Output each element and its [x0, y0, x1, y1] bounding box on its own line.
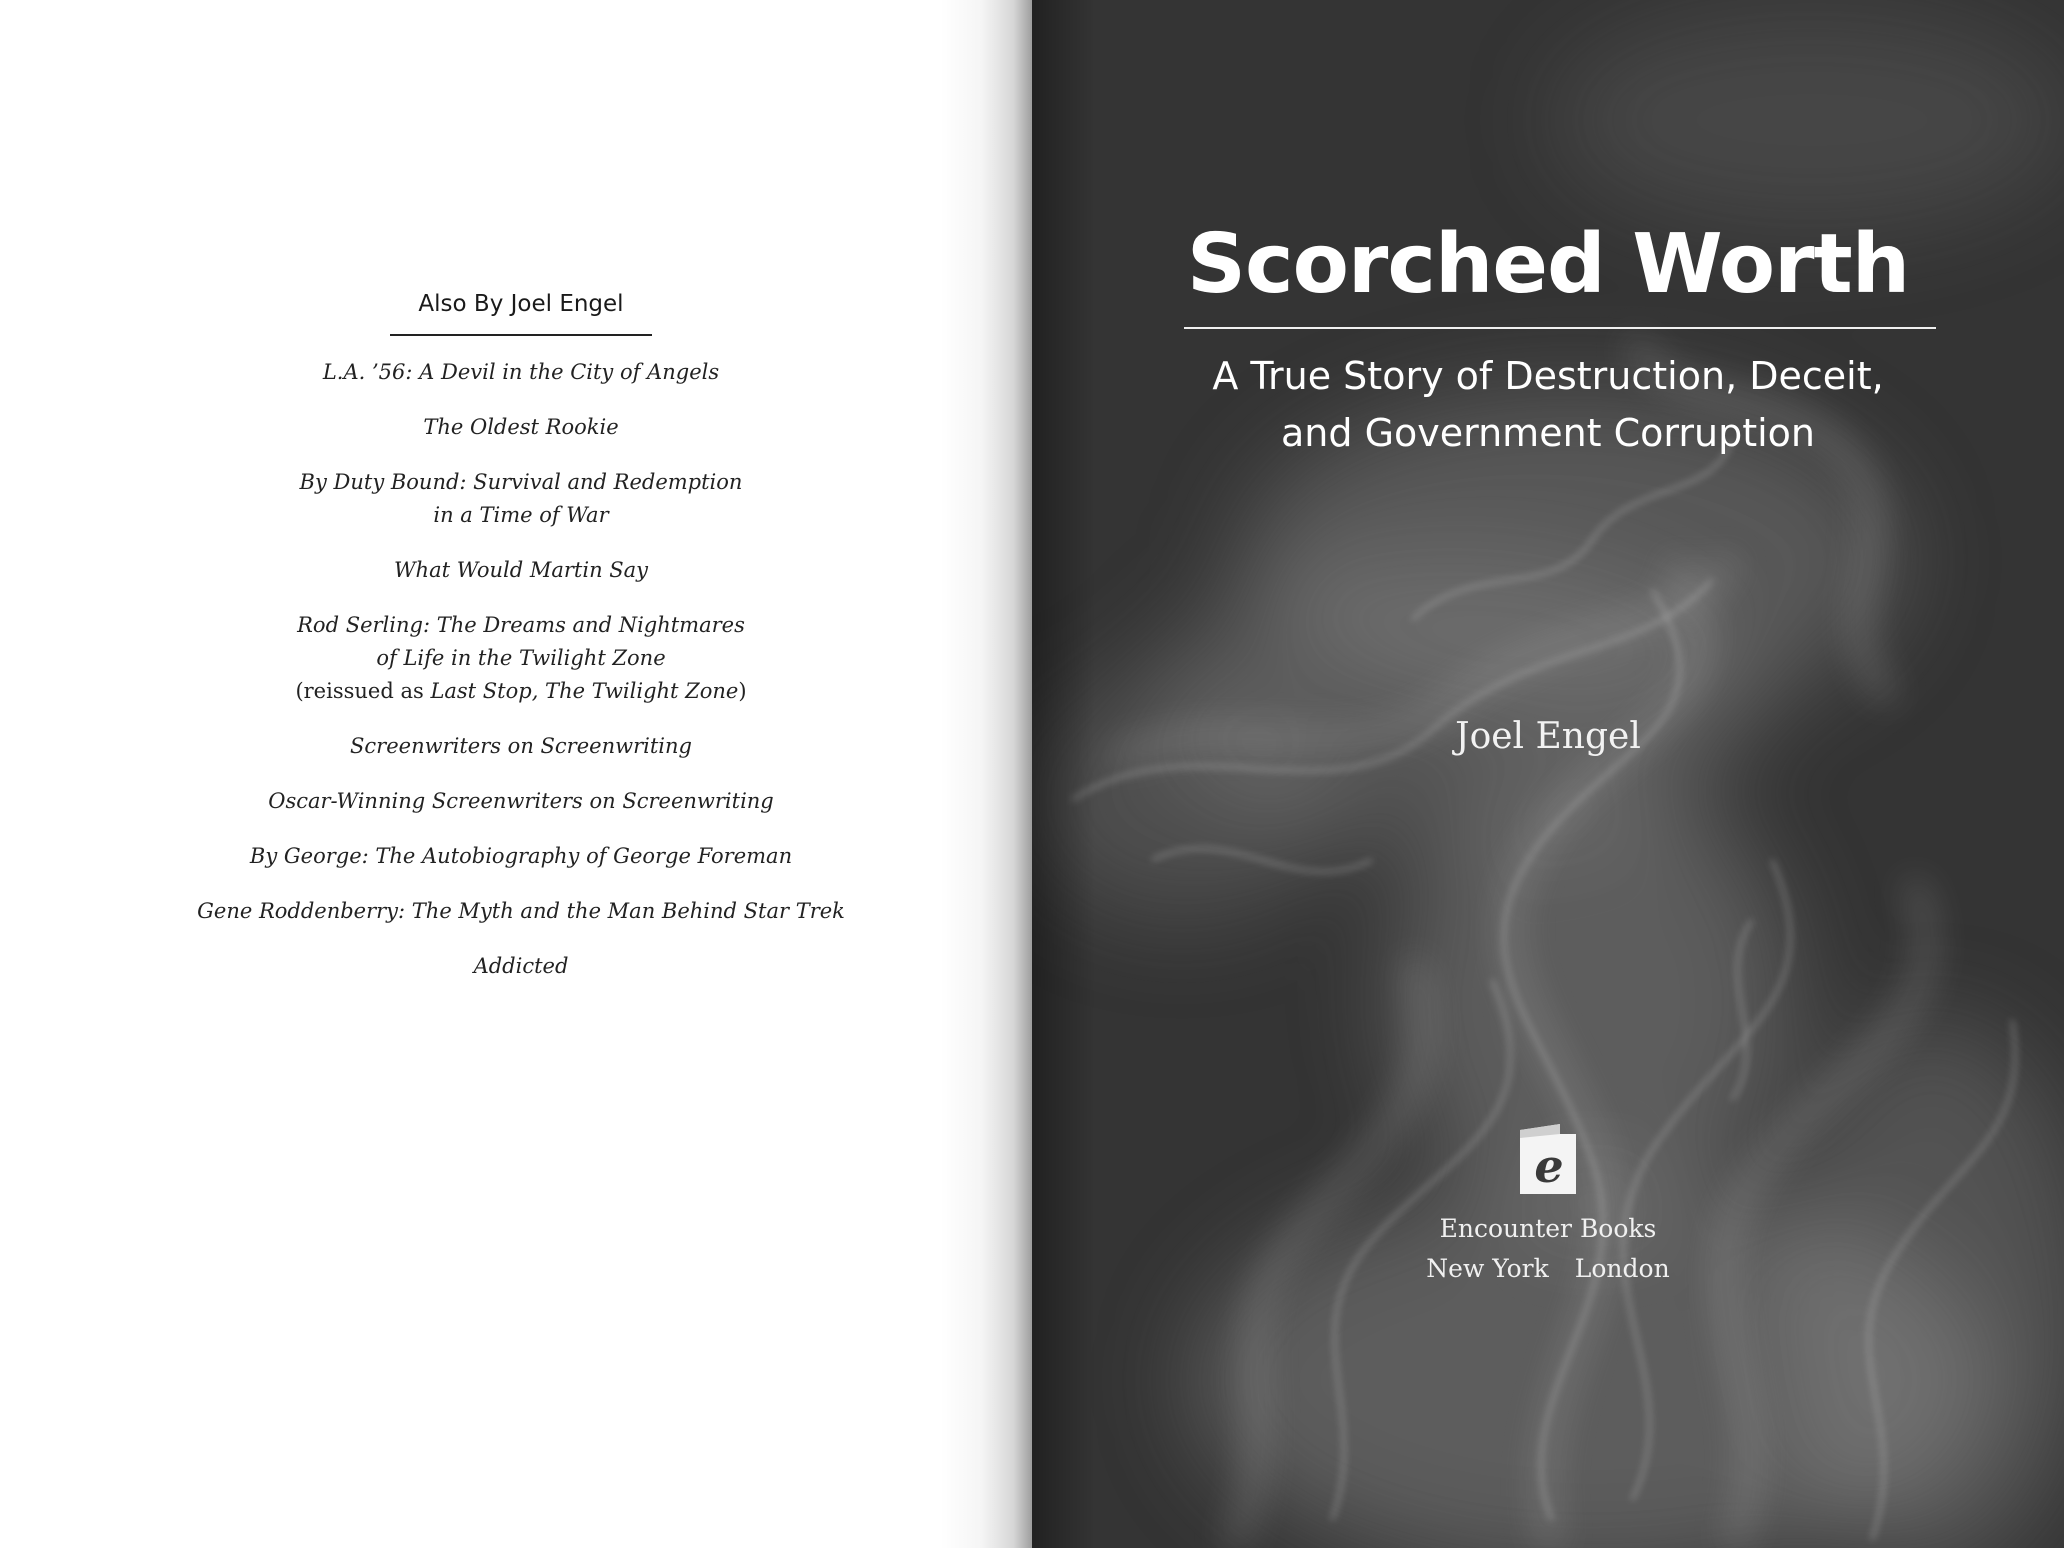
city-new-york: New York — [1426, 1254, 1549, 1283]
also-by-heading: Also By Joel Engel — [418, 291, 624, 317]
book-title-segment: Addicted — [473, 954, 569, 978]
book-title-line — [0, 642, 1042, 675]
book-title-line — [0, 895, 1042, 928]
book-title-segment: What Would Martin Say — [393, 558, 649, 582]
publisher-name: Encounter Books — [1439, 1214, 1657, 1243]
book-list-item — [0, 840, 1042, 873]
book-title-segment: L.A. ’56: A Devil in the City of Angels — [322, 360, 720, 384]
book-title-segment: (reissued as — [295, 679, 431, 703]
book-list-item — [0, 356, 1042, 389]
book-title-segment: Rod Serling: The Dreams and Nightmares — [297, 613, 745, 637]
book-title-line — [0, 499, 1042, 532]
subtitle-line-2: and Government Corruption — [1281, 411, 1815, 455]
book-list-item — [0, 466, 1042, 532]
book-list-item — [0, 950, 1042, 983]
book-title-segment: Gene Roddenberry: The Myth and the Man Behind Star Trek — [197, 899, 845, 923]
title-rule — [1184, 327, 1936, 329]
book-title-segment: Screenwriters on Screenwriting — [350, 734, 692, 758]
book-title-line — [0, 675, 1042, 708]
book-title-segment: By George: The Autobiography of George Foreman — [249, 844, 793, 868]
book-title-line — [0, 840, 1042, 873]
book-title-line — [0, 356, 1042, 389]
book-title-segment: in a Time of War — [433, 503, 609, 527]
book-title-line — [0, 609, 1042, 642]
book-title-segment: The Oldest Rookie — [423, 415, 619, 439]
book-list-item — [0, 730, 1042, 763]
city-london: London — [1574, 1254, 1670, 1283]
book-title-line — [0, 950, 1042, 983]
book-title: Scorched Worth — [1186, 217, 1910, 312]
book-list-item — [0, 411, 1042, 444]
book-title-segment: of Life in the Twilight Zone — [376, 646, 666, 670]
author-name: Joel Engel — [1455, 716, 1641, 757]
book-list — [0, 356, 1042, 1005]
book-title-line — [0, 411, 1042, 444]
publisher-cities — [1032, 1250, 2064, 1288]
book-title-segment: Last Stop, The Twilight Zone — [430, 679, 739, 703]
book-title-segment: ) — [738, 679, 747, 703]
book-cover — [1032, 0, 2064, 1548]
book-title-line — [0, 730, 1042, 763]
book-title-segment: Oscar-Winning Screenwriters on Screenwriting — [268, 789, 774, 813]
heading-underline — [390, 334, 652, 336]
book-list-item — [0, 785, 1042, 818]
book-title-line — [0, 466, 1042, 499]
publisher-logo-letter: e — [1534, 1139, 1564, 1193]
book-list-item — [0, 609, 1042, 708]
book-subtitle — [1032, 348, 2064, 462]
book-title-line — [0, 554, 1042, 587]
book-list-item — [0, 895, 1042, 928]
publisher-logo-icon — [1516, 1124, 1580, 1196]
book-title-line — [0, 785, 1042, 818]
book-list-item — [0, 554, 1042, 587]
book-title-segment: By Duty Bound: Survival and Redemption — [299, 470, 743, 494]
subtitle-line-1: A True Story of Destruction, Deceit, — [1212, 354, 1884, 398]
